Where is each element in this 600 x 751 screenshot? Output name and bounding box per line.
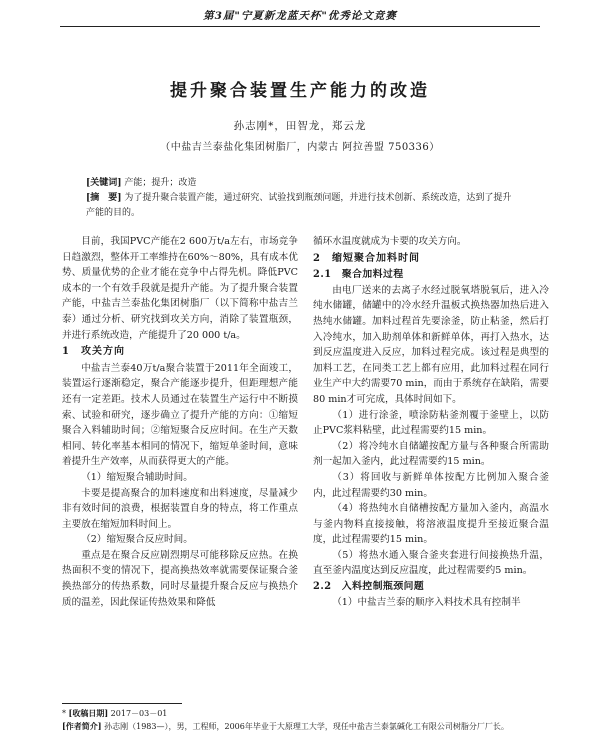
- keywords-text: 产能；提升；改造: [124, 178, 197, 188]
- list-item: （1）缩短聚合辅助时间。: [81, 471, 193, 483]
- abstract-label: [摘 要]: [86, 193, 122, 203]
- step-item: （2）将冷纯水自储罐按配方量与各种聚合所需助剂一起加入釜内，此过程需要约15 min。: [313, 440, 549, 468]
- footnote: [62, 707, 540, 733]
- right-column: [313, 234, 549, 610]
- received-label: [收稿日期]: [68, 708, 109, 718]
- author-bio-text: 孙志刚（1983—），男，工程师，2006年毕业于大原理工大学，现任中盐吉兰泰氯碱化工有限公司树脂分厂厂长。: [104, 722, 509, 731]
- author-bio: [62, 720, 540, 733]
- keywords-abstract-block: [86, 176, 514, 221]
- author-bio-label: [作者简介]: [62, 721, 102, 731]
- intro-paragraph: 目前，我国PVC产能在2 600万t/a左右，市场竞争日趋激烈，整体开工率维持在60%～80%，具有成本优势、质量优势的企业才能在竞争中占得先机。降低PVC成本的一个有效手段就是提升产能。为了提升聚合装置产能，中盐吉兰泰盐化集团树脂厂（以下简称中盐吉兰泰）通过分析、研究找到攻关方向，消除了装置瓶颈，并进行系统改造，产能提升了20 000 t/a。: [62, 236, 298, 341]
- abstract: [86, 191, 514, 221]
- keywords-label: [关键词]: [86, 178, 122, 188]
- step-item: （3）将回收与新鲜单体按配方比例加入聚合釜内，此过程需要约30 min。: [313, 471, 549, 499]
- affiliation: （中盐吉兰泰盐化集团树脂厂，内蒙古 阿拉善盟 750336）: [160, 142, 440, 153]
- keywords: [86, 176, 514, 191]
- section-heading-1: 1 攻关方向: [62, 346, 125, 358]
- footnote-asterisk: *: [62, 709, 66, 718]
- step-item: （4）将热纯水自储槽按配方量加入釜内，高温水与釜内物料直接接触，将溶液温度提升至接近聚合温度，此过程需要约15 min。: [313, 503, 549, 546]
- paragraph: 卡要是提高聚合的加料速度和出料速度，尽量减少非有效时间的浪费，根据装置自身的特点，将工作重点主要放在缩短加料时间上。: [62, 487, 298, 530]
- section-heading-2: 2 缩短聚合加料时间: [313, 252, 420, 264]
- paragraph: 中盐吉兰泰40万t/a聚合装置于2011年全面竣工，装置运行逐渐稳定，聚合产能逐步提升，但距理想产能还有一定差距。技术人员通过在装置生产运行中不断摸索、试验和研究，逐步确立了提升产能的方向：①缩短聚合入料辅助时间；②缩短聚合反应时间。在生产天数相同、转化率基本相同的情况下，缩短单釜时间，意味着提升生产效率，从而获得更大的产能。: [62, 362, 298, 468]
- subsection-heading-2-1: 2.1 聚合加料过程: [313, 269, 404, 281]
- paper-title: 提升聚合装置生产能力的改造: [170, 81, 430, 101]
- step-item: （5）将热水通入聚合釜夹套进行间接换热升温，直至釜内温度达到反应温度，此过程需要约5 min。: [313, 549, 549, 577]
- running-head: 第3届"宁夏新龙蓝天杯"优秀论文竞赛: [203, 10, 397, 22]
- left-column: [62, 234, 298, 610]
- author-list: 孙志刚*，田智龙，郑云龙: [233, 120, 367, 132]
- paragraph: 重点是在聚合反应剧烈期尽可能移除反应热。在换热面积不变的情况下，提高换热效率就需要保证聚合釜换热部分的传热系数，同时尽量提升聚合反应与换热介质的温差，因此保证传热效果和降低: [62, 549, 298, 608]
- paragraph: 由电厂送来的去离子水经过脱氧塔脱氧后，进入冷纯水储罐，储罐中的冷水经升温板式换热器加热后进入热纯水储罐。加料过程首先要涂釜，防止粘釜，然后打入冷纯水，加入助剂单体和新鲜单体，再打入热水，达到反应温度进入反应，加料过程完成。该过程是典型的加料工艺，在同类工艺上都有应用，此加料过程在同行业生产中大约需要70 min，而由于系统存在缺陷，需要80 min才可完成，具体时间如下。: [313, 284, 549, 405]
- abstract-text: 为了提升聚合装置产能，通过研究、试验找到瓶颈问题，并进行技术创新、系统改造，达到了提升产能的目的。: [86, 193, 512, 218]
- received-date: [62, 707, 540, 720]
- list-item: （2）缩短聚合反应时间。: [81, 534, 193, 546]
- footnote-rule: [62, 703, 182, 704]
- paragraph: 循环水温度就成为卡要的攻关方向。: [313, 236, 467, 247]
- subsection-heading-2-2: 2.2 入料控制瓶颈问题: [313, 581, 425, 593]
- header-rule: [60, 26, 540, 27]
- step-item: （1）进行涂釜，喷涂防粘釜剂覆于釜壁上，以防止PVC浆料粘壁，此过程需要约15 min。: [313, 409, 549, 437]
- paragraph: （1）中盐吉兰泰的顺序入料技术具有控制半: [332, 596, 521, 608]
- received-value: 2017－03－01: [110, 709, 168, 718]
